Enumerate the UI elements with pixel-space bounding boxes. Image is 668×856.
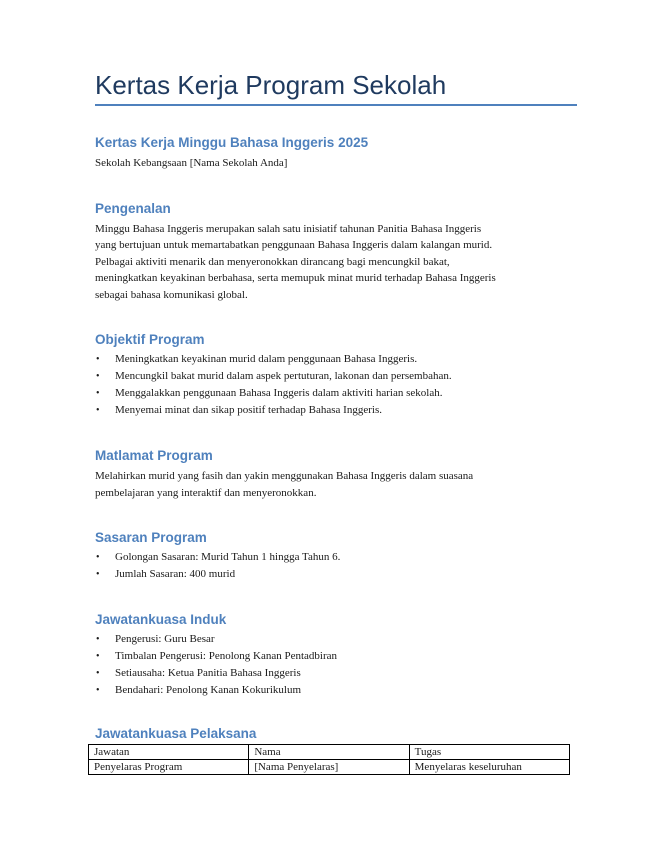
list-item	[95, 648, 577, 665]
list-item	[95, 368, 577, 385]
table-row	[89, 760, 570, 775]
column-header: Tugas	[409, 745, 569, 760]
table-cell: Menyelaras keseluruhan	[409, 760, 569, 775]
spacer	[95, 501, 577, 529]
list-item-text: Mencungkil bakat murid dalam aspek pertuturan, lakonan dan persembahan.	[115, 370, 452, 382]
list-item-text: Setiausaha: Ketua Panitia Bahasa Inggeris	[115, 667, 301, 679]
pengenalan-line: Pelbagai aktiviti menarik dan menyeronokkan dirancang bagi mencungkil bakat,	[95, 255, 450, 268]
sasaran-list	[95, 549, 577, 583]
list-item-text: Golongan Sasaran: Murid Tahun 1 hingga Tahun 6.	[115, 551, 341, 563]
bullet-icon: •	[96, 371, 100, 382]
matlamat-line: Melahirkan murid yang fasih dan yakin menggunakan Bahasa Inggeris dalam suasana	[95, 470, 474, 482]
table-header-row	[89, 745, 570, 760]
list-item-text: Meningkatkan keyakinan murid dalam penggunaan Bahasa Inggeris.	[115, 353, 418, 365]
bullet-icon: •	[96, 552, 100, 563]
list-item	[95, 665, 577, 682]
section-heading-pelaksana: Jawatankuasa Pelaksana	[95, 726, 257, 741]
spacer	[95, 303, 577, 331]
spacer	[95, 419, 577, 447]
list-item	[95, 402, 577, 419]
pengenalan-line: meningkatkan keyakinan berbahasa, serta memupuk minat murid terhadap Bahasa Inggeris	[95, 272, 496, 284]
list-item	[95, 549, 577, 566]
list-item-text: Timbalan Pengerusi: Penolong Kanan Pentadbiran	[115, 650, 338, 662]
title-underline	[95, 104, 577, 106]
spacer	[95, 583, 577, 611]
list-item	[95, 385, 577, 402]
pengenalan-paragraph	[95, 221, 577, 304]
section-heading-induk: Jawatankuasa Induk	[95, 612, 227, 627]
list-item	[95, 682, 577, 699]
section-heading-objektif: Objektif Program	[95, 332, 205, 347]
document-body	[95, 134, 577, 775]
section-heading-sasaran: Sasaran Program	[95, 530, 207, 545]
column-header: Nama	[249, 745, 409, 760]
table-cell: Penyelaras Program	[89, 760, 249, 775]
section-heading-pengenalan: Pengenalan	[95, 200, 171, 216]
section-heading-matlamat: Matlamat Program	[95, 448, 213, 463]
bullet-icon: •	[96, 651, 100, 662]
bullet-icon: •	[96, 388, 100, 399]
list-item-text: Bendahari: Penolong Kanan Kokurikulum	[115, 684, 302, 696]
induk-list	[95, 631, 577, 699]
bullet-icon: •	[96, 685, 100, 696]
school-name: Sekolah Kebangsaan [Nama Sekolah Anda]	[95, 157, 288, 169]
list-item	[95, 566, 577, 583]
list-item	[95, 351, 577, 368]
bullet-icon: •	[96, 405, 100, 416]
objektif-list	[95, 351, 577, 419]
page-title: Kertas Kerja Program Sekolah	[95, 70, 447, 100]
spacer	[95, 172, 577, 200]
list-item	[95, 631, 577, 648]
matlamat-line: pembelajaran yang interaktif dan menyeronokkan.	[95, 486, 317, 499]
bullet-icon: •	[96, 634, 100, 645]
list-item-text: Pengerusi: Guru Besar	[115, 633, 215, 645]
table-cell: [Nama Penyelaras]	[249, 760, 409, 775]
document-subtitle: Kertas Kerja Minggu Bahasa Inggeris 2025	[95, 135, 369, 150]
bullet-icon: •	[96, 569, 100, 580]
matlamat-paragraph	[95, 468, 577, 501]
committee-table	[88, 744, 570, 775]
pengenalan-line: sebagai bahasa komunikasi global.	[95, 288, 248, 301]
list-item-text: Menggalakkan penggunaan Bahasa Inggeris dalam aktiviti harian sekolah.	[115, 387, 443, 399]
pengenalan-line: Minggu Bahasa Inggeris merupakan salah satu inisiatif tahunan Panitia Bahasa Inggeris	[95, 222, 482, 235]
list-item-text: Menyemai minat dan sikap positif terhadap Bahasa Inggeris.	[115, 404, 382, 416]
pengenalan-line: yang bertujuan untuk memartabatkan penggunaan Bahasa Inggeris dalam kalangan murid.	[95, 239, 493, 251]
spacer	[95, 699, 577, 725]
bullet-icon: •	[96, 354, 100, 365]
column-header: Jawatan	[89, 745, 249, 760]
bullet-icon: •	[96, 668, 100, 679]
list-item-text: Jumlah Sasaran: 400 murid	[115, 568, 236, 580]
